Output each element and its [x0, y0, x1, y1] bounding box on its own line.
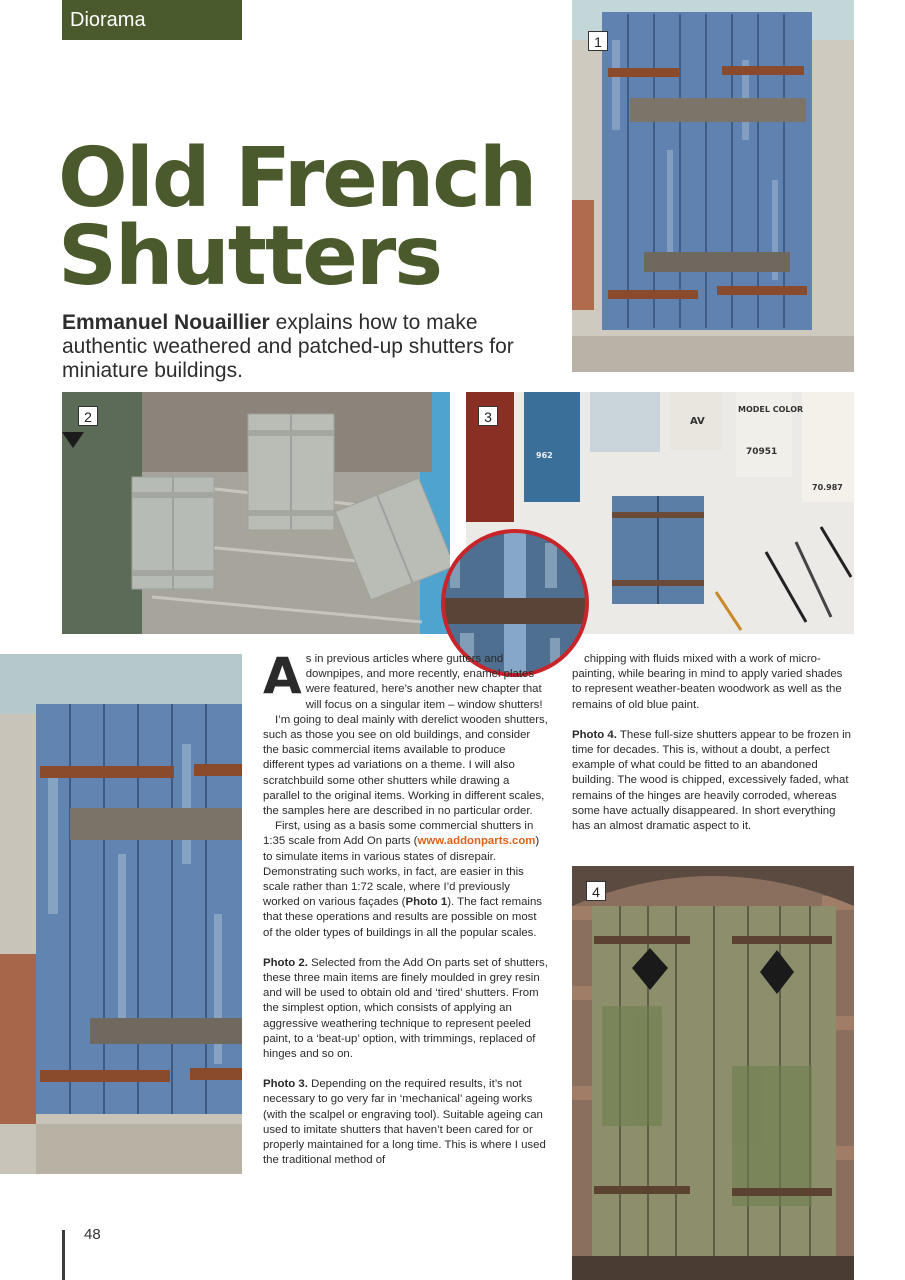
photo-1-image: [572, 0, 854, 372]
body-column-2: [572, 652, 854, 834]
p3-text-b: ) to simulate items in various states of disrepair. Demonstrating such works, in fact, are easier in this scale rather than 1:72 scale, where I’d previously worked on various façades (: [263, 835, 540, 909]
title-line-1: Old French: [58, 131, 536, 226]
paragraph-intro: [263, 647, 548, 713]
photo-4-text: These full-size shutters appear to be frozen in time for decades. This is, without a doubt, a perfect example of what could be fitted to an abandoned building. The wood is chipped, excessively faded, what remains of the hinges are heavily corroded, whereas some have actually disappeared. In short everything has an almost dramatic aspect to it.: [572, 728, 851, 833]
resin-shutter-left: [132, 477, 214, 589]
photo-1-number: 1: [588, 31, 608, 51]
standfirst-text: explains how to make authentic weathered and patched-up shutters for miniature buildings.: [62, 311, 514, 382]
paint-label-av: AV: [690, 416, 705, 427]
photo-2-text: Selected from the Add On parts set of shutters, these three main items are finely moulded in grey resin and will be used to obtain old and ‘tired’ shutters. From the simplest option, which consists of applying an aggressive weathering technique to represent peeled paint, to a ‘beat-up’ option, with trimmings, replaced of hinges and so on.: [263, 956, 548, 1061]
addonparts-link[interactable]: www.addonparts.com: [417, 835, 536, 848]
photo-4-caption: [572, 728, 854, 834]
article-title: [58, 131, 558, 304]
photo-2: [62, 392, 450, 634]
paint-code-2: 70.987: [812, 483, 843, 492]
photo-3-number: 3: [478, 406, 498, 426]
photo-2-number: 2: [78, 406, 98, 426]
standfirst: [62, 311, 562, 383]
body-column-1: [263, 647, 548, 1169]
dropcap: A: [263, 647, 302, 705]
paint-code-1: 70951: [746, 447, 778, 457]
photo-left-closeup-image: [0, 654, 242, 1174]
section-label: Diorama: [70, 9, 146, 31]
paint-label-model-color: MODEL COLOR: [738, 405, 804, 414]
photo-4-number: 4: [586, 881, 606, 901]
page-number: 48: [84, 1226, 101, 1243]
paragraph-continued: chipping with fluids mixed with a work of micro-painting, while bearing in mind to apply varied shades to represent weather-beaten woodwork as well as the remains of old blue paint.: [572, 653, 843, 711]
photo-4-image: [572, 866, 854, 1280]
author-name: Emmanuel Nouaillier: [62, 311, 270, 334]
photo-4: [572, 866, 854, 1280]
folio-rule: [62, 1230, 65, 1280]
resin-shutter-middle: [248, 414, 334, 530]
photo-2-label: Photo 2.: [263, 956, 308, 969]
paint-code-3: 962: [536, 451, 553, 460]
p3-text-a: First, using as a basis some commercial shutters in 1:35 scale from Add On parts (: [263, 820, 534, 848]
paragraph-2: I’m going to deal mainly with derelict wooden shutters, such as those you see on old buildings, and consider the basic commercial items available to produce different types ad variations on a theme. I will also scratchbuild some other shutters while drawing a parallel to the original items. Working in different scales, the samples here are described in no particular order.: [263, 713, 548, 818]
photo-1-reference: Photo 1: [405, 896, 448, 909]
photo-3-label: Photo 3.: [263, 1078, 308, 1091]
miniature-shutter: [612, 496, 704, 604]
section-tag: [62, 0, 242, 40]
title-line-2: Shutters: [58, 209, 442, 304]
paragraph-3: [263, 819, 548, 941]
photo-left-closeup: [0, 654, 242, 1174]
intro-text: s in previous articles where gutters and downpipes, and more recently, enamel plates were featured, here’s another new chapter that will focus on a singular item – window shutters!: [305, 653, 543, 711]
photo-3-caption: [263, 1077, 548, 1168]
photo-4-label: Photo 4.: [572, 728, 617, 741]
photo-3-text: Depending on the required results, it’s not necessary to go very far in ‘mechanical’ ageing works (with the scalpel or engraving tool). Suitable ageing can used to imitate shutters that haven’t been cared for or properly maintained for a long time. This is where I used the traditional method of: [263, 1078, 546, 1167]
p3-text-c: ). The fact remains that these operations and results are possible on most of the older types of buildings in all the popular scales.: [263, 896, 542, 939]
photo-2-image: [62, 392, 450, 634]
photo-1: [572, 0, 854, 372]
photo-2-caption: [263, 956, 548, 1062]
